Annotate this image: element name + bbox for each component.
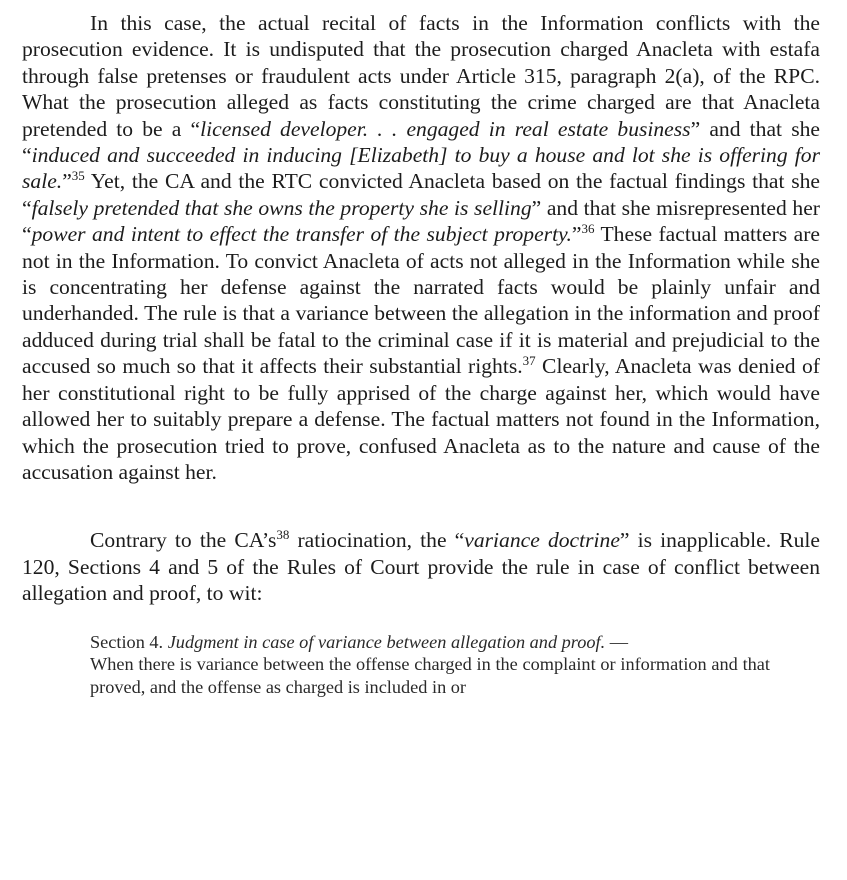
paragraph-variance-analysis xyxy=(22,10,820,485)
footnote-ref-38: 38 xyxy=(276,527,290,543)
text-run: In this case, the actual recital of facts in the Information conflicts with the prosecution evidence. It is undisputed that the prosecution charged Anacleta with estafa through false pretenses or fraudulent acts under Article 315, paragraph 2(a), of the RPC. What the prosecution alleged as facts constituting the crime charged are that Anacleta pretended to be a “ xyxy=(22,11,820,141)
em-dash: — xyxy=(605,631,629,652)
text-run: ” xyxy=(571,222,582,247)
text-run: These factual matters are not in the Information. To convict Anacleta of acts not alleged in the Information while she is concentrating her defense against the narrated facts would be plainly unfair and underhanded. The rule is that a variance between the allegation in the information and proof adduced during trial shall be fatal to the criminal case if it is material and prejudicial to the accused so much so that it affects their substantial rights. xyxy=(22,222,820,379)
footnote-ref-37: 37 xyxy=(522,353,536,369)
text-run: ” and that she “ xyxy=(22,116,820,168)
quoted-allegation: induced and succeeded in inducing [Elizabeth] to buy a house and lot she is offering for sale. xyxy=(22,143,820,194)
quoted-finding: power and intent to effect the transfer of the subject property. xyxy=(31,222,572,247)
section-label: Section 4. xyxy=(90,631,168,652)
text-run: Contrary to the CA’s xyxy=(90,528,277,553)
quote-body: When there is variance between the offense charged in the complaint or information and that proved, and the offense as charged is included in or xyxy=(90,654,770,697)
quoted-finding: falsely pretended that she owns the property she is selling xyxy=(31,195,532,220)
footnote-ref-36: 36 xyxy=(581,221,595,237)
block-quote-rule-120 xyxy=(90,631,770,699)
quoted-term: variance doctrine xyxy=(464,528,620,553)
text-run: ” and that she misrepresented her “ xyxy=(22,195,820,247)
text-run: ” xyxy=(62,169,72,194)
footnote-ref-35: 35 xyxy=(71,168,85,184)
text-run: ” is inapplicable. Rule 120, Sections 4 and 5 of the Rules of Court provide the rule in case of conflict between allegation and proof, to wit: xyxy=(22,528,821,606)
quoted-allegation: licensed developer. . . engaged in real estate business xyxy=(200,116,691,141)
document-page xyxy=(22,10,820,698)
text-run: ratiocination, the “ xyxy=(289,528,465,553)
text-run: Yet, the CA and the RTC convicted Anacleta based on the factual findings that she “ xyxy=(22,169,820,220)
section-heading: Judgment in case of variance between allegation and proof. xyxy=(167,631,606,652)
paragraph-variance-doctrine xyxy=(22,527,820,606)
text-run: Clearly, Anacleta was denied of her constitutional right to be fully apprised of the charge against her, which would have allowed her to suitably prepare a defense. The factual matters not found in the Information, which the prosecution tried to prove, confused Anacleta as to the nature and cause of the accusation against her. xyxy=(22,354,820,484)
